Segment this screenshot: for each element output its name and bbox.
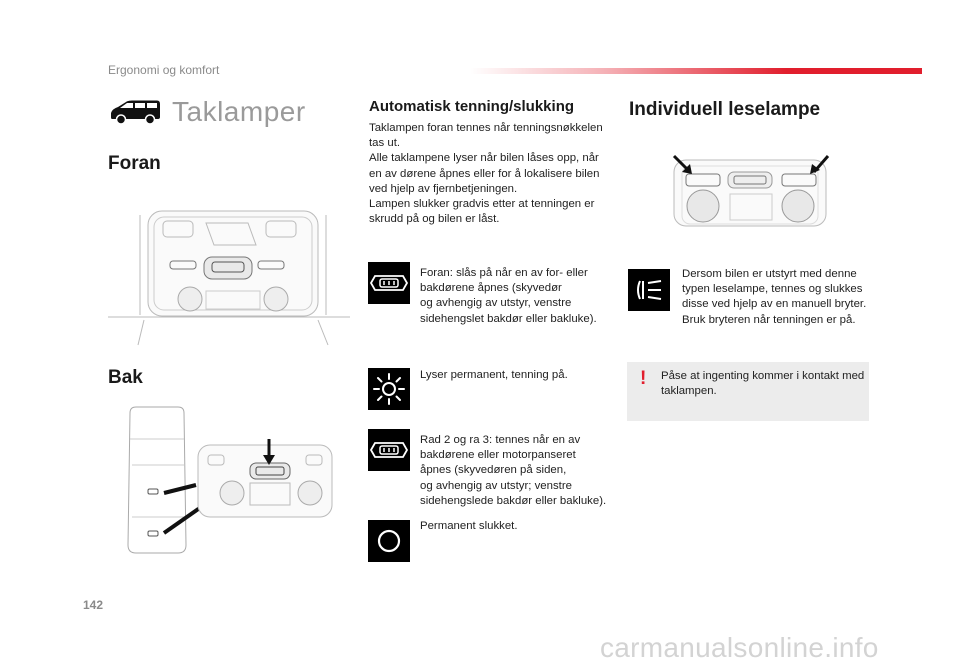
reading-lamp-icon [628, 269, 670, 311]
automatic-heading: Automatisk tenning/slukking [369, 98, 575, 115]
reading-lamp-illustration [668, 150, 834, 230]
mode-rear-text: Rad 2 og ra 3: tennes når en av bakdørene eller motorpanseret åpnes (skyvedøren på siden, og avhengig av utstyr; venstre sidehengslede bakdør eller bakluke). [420, 434, 607, 507]
reading-lamp-text: Dersom bilen er utstyrt med denne typen leselampe, tennes og slukkes disse ved hjelp av en manuell bryter. Bruk bryteren når tenningen er på. [682, 268, 867, 326]
watermark: carmanualsonline.info [600, 632, 879, 663]
front-roof-lamp-illustration [108, 195, 350, 347]
page-number: 142 [83, 598, 104, 612]
door-lamp-icon [368, 262, 410, 304]
van-icon [108, 98, 162, 126]
mode-permanent-text: Lyser permanent, tenning på. [420, 369, 568, 381]
reading-lamp-heading: Individuell leselampe [629, 99, 821, 120]
door-lamp-icon [368, 429, 410, 471]
warning-text: Påse at ingenting kommer i kontakt med taklampen. [661, 370, 865, 398]
warning-icon: ! [640, 368, 647, 389]
sun-lamp-icon [368, 368, 410, 410]
page-title: Taklamper [172, 96, 306, 127]
rear-roof-lamp-illustration [108, 405, 348, 557]
header-accent-bar [470, 68, 922, 74]
circle-off-icon [368, 520, 410, 562]
mode-off-text: Permanent slukket. [420, 520, 518, 532]
rear-heading: Bak [108, 367, 143, 388]
front-heading: Foran [108, 153, 161, 174]
mode-front-text: Foran: slås på når en av for- eller bakdørene åpnes (skyvedør og avhengig av utstyr, venstre sidehengslet bakdør eller bakluke). [420, 267, 597, 325]
automatic-description: Taklampen foran tennes når tenningsnøkkelen tas ut. Alle taklampene lyser når bilen låses opp, når en av dørene åpnes eller for å lokalisere bilen ved hjelp av fjernbetjeningen. Lampen slukker gradvis etter at tenningen er skrudd på og bilen er låst. [369, 122, 603, 226]
section-header: Ergonomi og komfort [108, 63, 220, 77]
